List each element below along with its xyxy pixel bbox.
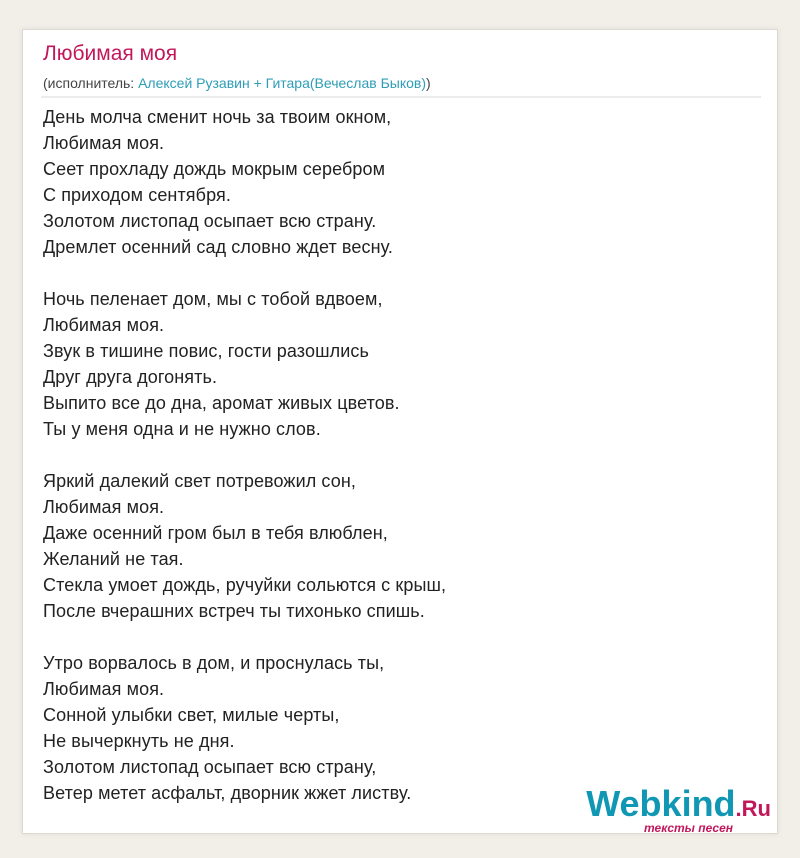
- lyric-line: Яркий далекий свет потревожил сон,: [43, 471, 356, 491]
- lyric-line: Выпито все до дна, аромат живых цветов.: [43, 393, 400, 413]
- lyric-line: Желаний не тая.: [43, 549, 184, 569]
- logo-tagline: тексты песен: [644, 821, 733, 834]
- stanza: [43, 650, 446, 806]
- stanza: [43, 468, 446, 624]
- lyric-line: Золотом листопад осыпает всю страну.: [43, 211, 377, 231]
- stanza: [43, 286, 446, 442]
- lyrics-card: [22, 29, 778, 834]
- lyric-line: Ветер метет асфальт, дворник жжет листву.: [43, 783, 412, 803]
- artist-link[interactable]: Алексей Рузавин + Гитара(Вечеслав Быков): [138, 75, 426, 91]
- lyric-line: Не вычеркнуть не дня.: [43, 731, 235, 751]
- site-logo[interactable]: [586, 783, 771, 834]
- lyric-line: После вчерашних встреч ты тихонько спишь.: [43, 601, 425, 621]
- song-title: Любимая моя: [43, 42, 178, 65]
- lyric-line: С приходом сентября.: [43, 185, 231, 205]
- header-divider: [41, 96, 761, 98]
- lyric-line: Сонной улыбки свет, милые черты,: [43, 705, 340, 725]
- artist-line: [43, 75, 431, 91]
- lyric-line: Друг друга догонять.: [43, 367, 218, 387]
- lyric-line: Дремлет осенний сад словно ждет весну.: [43, 237, 394, 257]
- lyric-line: Ночь пеленает дом, мы с тобой вдвоем,: [43, 289, 383, 309]
- lyric-line: Звук в тишине повис, гости разошлись: [43, 341, 369, 361]
- lyric-line: Любимая моя.: [43, 315, 165, 335]
- lyric-line: Любимая моя.: [43, 133, 165, 153]
- stanza: [43, 104, 446, 260]
- lyric-line: Любимая моя.: [43, 497, 165, 517]
- logo-name: Webkind: [586, 783, 736, 824]
- lyric-line: День молча сменит ночь за твоим окном,: [43, 107, 392, 127]
- logo-domain: .Ru: [735, 796, 771, 821]
- lyric-line: Стекла умоет дождь, ручуйки сольются с крыш,: [43, 575, 447, 595]
- lyrics-body: [43, 104, 446, 832]
- lyric-line: Ты у меня одна и не нужно слов.: [43, 419, 321, 439]
- lyric-line: Сеет прохладу дождь мокрым серебром: [43, 159, 386, 179]
- artist-suffix: ): [425, 75, 431, 91]
- artist-prefix: (исполнитель:: [43, 75, 139, 91]
- lyric-line: Даже осенний гром был в тебя влюблен,: [43, 523, 388, 543]
- lyric-line: Золотом листопад осыпает всю страну,: [43, 757, 377, 777]
- lyric-line: Любимая моя.: [43, 679, 165, 699]
- lyric-line: Утро ворвалось в дом, и проснулась ты,: [43, 653, 385, 673]
